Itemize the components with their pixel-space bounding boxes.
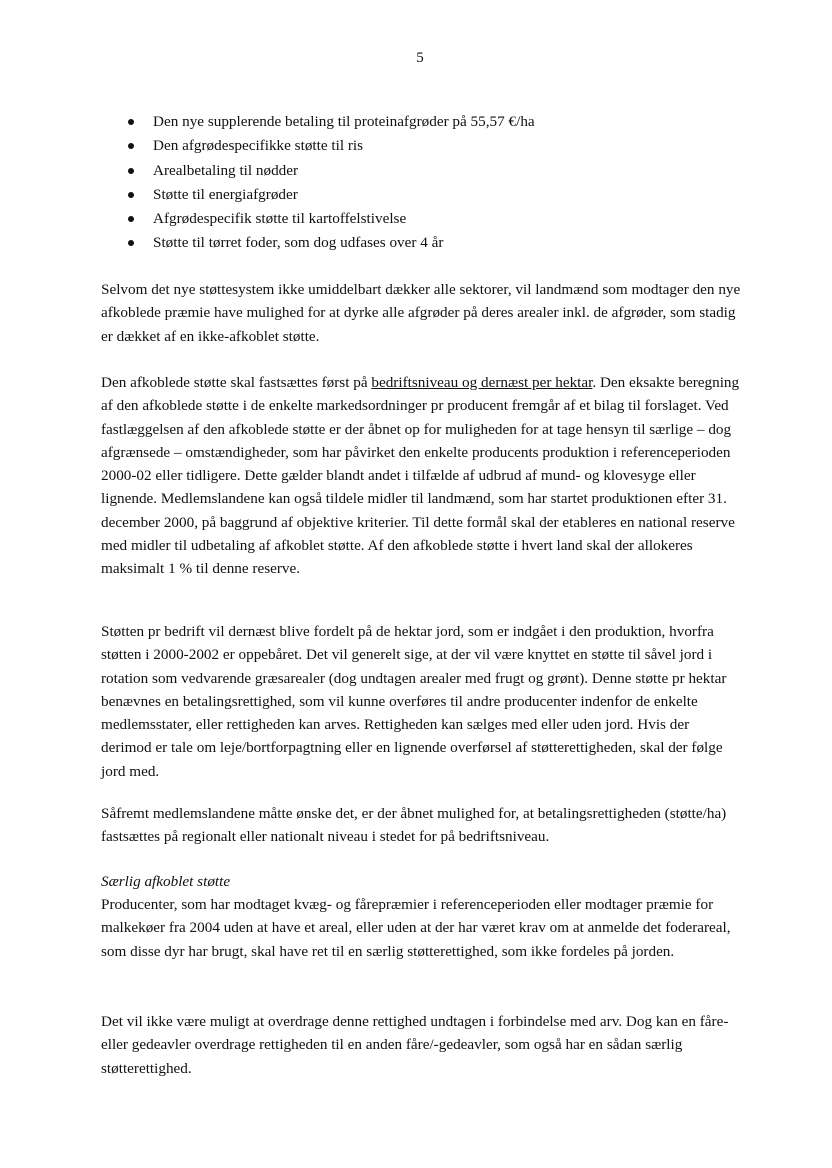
list-item	[128, 159, 748, 183]
page-number: 5	[416, 50, 424, 66]
list-item	[128, 183, 748, 207]
bullet-icon	[128, 168, 134, 174]
bullet-icon	[128, 192, 134, 198]
bullet-icon	[128, 216, 134, 222]
bullet-icon	[128, 143, 134, 149]
list-item	[128, 110, 748, 134]
underlined-phrase: bedriftsniveau og dernæst per hektar	[371, 374, 593, 391]
bullet-icon	[128, 240, 134, 246]
list-item-text: Afgrødespecifik støtte til kartoffelstivelse	[153, 210, 407, 228]
paragraph-text: . Den eksakte beregning af den afkoblede støtte i de enkelte markedsordninger pr producent fremgår af et bilag til forslaget. Ved fastlæggelsen af den afkoblede støtte er der åbnet op for muligheden for at tage hensyn til særlige – dog afgrænsede – omstændigheder, som har påvirket den enkelte producents produktion i referenceperioden 2000-02 eller tidligere. Dette gælder blandt andet i tilfælde af udbrud af mund- og klovesyge eller lignende. Medlemslandene kan også tildele midler til landmænd, som har startet produktionen efter 31. december 2000, på baggrund af objektive kriterier. Til dette formål skal der etableres en national reserve med midler til udbetaling af afkoblet støtte. Af den afkoblede støtte i hvert land skal der allokeres maksimalt 1 % til denne reserve.	[101, 374, 740, 578]
paragraph-text: Den afkoblede støtte skal fastsættes først på	[101, 374, 372, 391]
list-item-text: Arealbetaling til nødder	[153, 161, 299, 179]
list-item-text: Støtte til tørret foder, som dog udfases over 4 år	[153, 234, 444, 252]
list-item-text: Den nye supplerende betaling til proteinafgrøder på 55,57 €/ha	[153, 113, 535, 130]
list-item-text: Støtte til energiafgrøder	[153, 185, 298, 203]
list-item	[128, 231, 748, 255]
bullet-list	[128, 110, 748, 256]
section-heading: Særlig afkoblet støtte	[101, 873, 231, 890]
list-item-text: Den afgrødespecifikke støtte til ris	[153, 137, 364, 155]
paragraph-transfer-rules: Det vil ikke være muligt at overdrage denne rettighed undtagen i forbindelse med arv. Dog kan en fåre- eller gedeavler overdrage rettigheden til en anden fåre/-gedeavler, som også har en sådan særlig støtterettighed.	[101, 1013, 729, 1077]
paragraph-sector-coverage: Selvom det nye støttesystem ikke umiddelbart dækker alle sektorer, vil landmænd som modtager den nye afkoblede præmie have mulighed for at dyrke alle afgrøder på deres arealer inkl. de afgrøder, som stadig er dækket af en ikke-afkoblet støtte.	[101, 281, 741, 345]
list-item	[128, 134, 748, 158]
list-item	[128, 207, 748, 231]
paragraph-special-support: Producenter, som har modtaget kvæg- og fårepræmier i referenceperioden eller modtager præmie for malkekøer fra 2004 uden at have et areal, eller uden at der har været krav om at anmelde det foderareal, som disse dyr har brugt, skal have ret til en særlig støtterettighed, som ikke fordeles på jorden.	[101, 896, 731, 960]
paragraph-decoupled-support	[101, 371, 741, 581]
paragraph-regional-level: Såfremt medlemslandene måtte ønske det, er der åbnet mulighed for, at betalingsrettigheden (støtte/ha) fastsættes på regionalt eller nationalt niveau i stedet for på bedriftsniveau.	[101, 805, 727, 846]
paragraph-payment-rights: Støtten pr bedrift vil dernæst blive fordelt på de hektar jord, som er indgået i den produktion, hvorfra støtten i 2000-2002 er oppebåret. Det vil generelt sige, at der vil være knyttet en støtte til såvel jord i rotation som vedvarende græsarealer (dog undtagen arealer med frugt og grønt). Denne støtte pr hektar benævnes en betalingsrettighed, som vil kunne overføres til andre producenter indenfor de enkelte medlemsstater, eller rettigheden kan arves. Rettigheden kan sælges med eller uden jord. Hvis der derimod er tale om leje/bortforpagtning eller en lignende overførsel af støtterettigheden, skal der følge jord med.	[101, 623, 727, 780]
bullet-icon	[128, 119, 134, 125]
